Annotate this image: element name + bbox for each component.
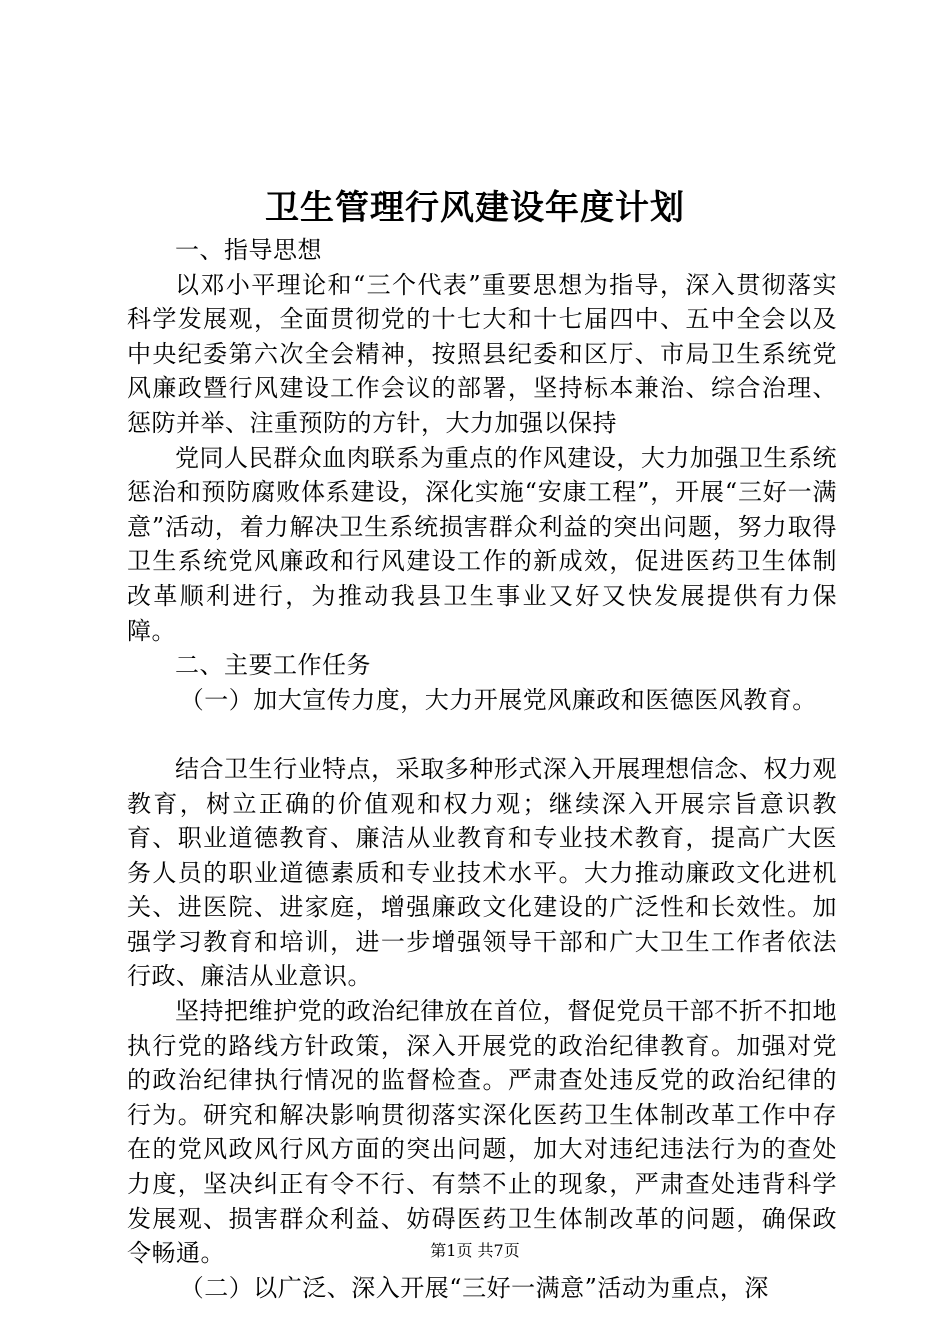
subsection-heading: （一）加大宣传力度，大力开展党风廉政和医德医风教育。: [179, 685, 817, 714]
paragraph: 党同人民群众血肉联系为重点的作风建设，大力加强卫生系统惩治和预防腐败体系建设，深化实施“安康工程”，开展“三好一满意”活动，着力解决卫生系统损害群众利益的突出问题，努力取得卫生系统党风廉政和行风建设工作的新成效，促进医药卫生体制改革顺利进行，为推动我县卫生事业又好又快发展提供有力保障。: [127, 443, 837, 645]
document-body: [127, 233, 837, 1305]
page-number: 第1页 共7页: [430, 1241, 520, 1260]
paragraph: 结合卫生行业特点，采取多种形式深入开展理想信念、权力观教育，树立正确的价值观和权力观；继续深入开展宗旨意识教育、职业道德教育、廉洁从业教育和专业技术教育，提高广大医务人员的职业道德素质和专业技术水平。大力推动廉政文化进机关、进医院、进家庭，增强廉政文化建设的广泛性和长效性。加强学习教育和培训，进一步增强领导干部和广大卫生工作者依法行政、廉洁从业意识。: [127, 754, 837, 991]
blank-line: [127, 717, 837, 752]
section-heading-guiding-ideology: 一、指导思想: [175, 236, 322, 264]
document-title: 卫生管理行风建设年度计划: [265, 188, 685, 228]
section-heading-main-tasks: 二、主要工作任务: [175, 651, 371, 680]
subsection-heading: （二）以广泛、深入开展“三好一满意”活动为重点，深: [179, 1273, 769, 1302]
paragraph: 坚持把维护党的政治纪律放在首位，督促党员干部不折不扣地执行党的路线方针政策，深入开展党的政治纪律教育。加强对党的政治纪律执行情况的监督检查。严肃查处违反党的政治纪律的行为。研究和解决影响贯彻落实深化医药卫生体制改革工作中存在的党风政风行风方面的突出问题，加大对违纪违法行为的查处力度，坚决纠正有令不行、有禁不止的现象，严肃查处违背科学发展观、损害群众利益、妨碍医药卫生体制改革的问题，确保政令畅通。: [127, 997, 837, 1268]
paragraph: 以邓小平理论和“三个代表”重要思想为指导，深入贯彻落实科学发展观，全面贯彻党的十七大和十七届四中、五中全会以及中央纪委第六次全会精神，按照县纪委和区厅、市局卫生系统党风廉政暨行风建设工作会议的部署，坚持标本兼治、综合治理、惩防并举、注重预防的方针，大力加强以保持: [127, 270, 837, 437]
